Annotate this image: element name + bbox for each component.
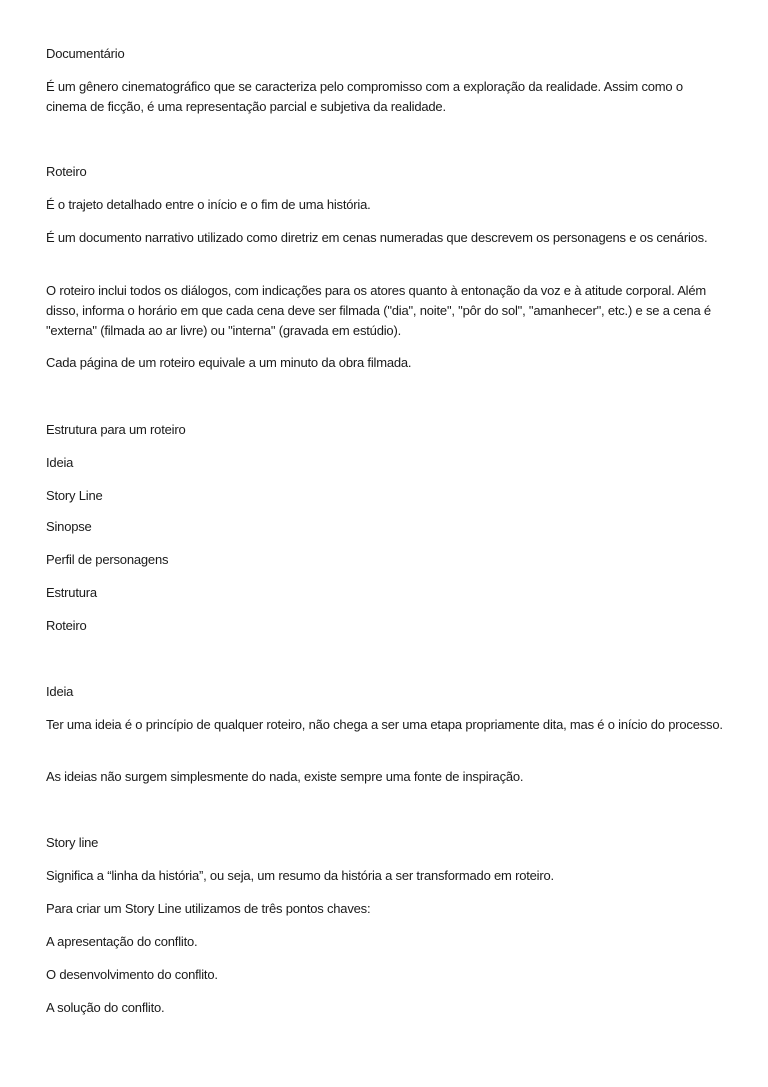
list-item-estrutura: Estrutura [46,585,97,600]
paragraph-roteiro-trajeto: É o trajeto detalhado entre o início e o fim de uma história. [46,197,371,212]
list-item-conflito: O desenvolvimento do conflito. [46,967,218,982]
heading-storyline: Story line [46,835,99,850]
list-item-estrutura: Roteiro [46,618,87,633]
paragraph-roteiro-documento: É um documento narrativo utilizado como diretriz em cenas numeradas que descrevem os personagens e os cenários. [46,230,708,245]
paragraph-storyline-significa: Significa a “linha da história”, ou seja, um resumo da história a ser transformado em roteiro. [46,868,554,883]
heading-roteiro: Roteiro [46,164,87,179]
paragraph-roteiro-pagina: Cada página de um roteiro equivale a um minuto da obra filmada. [46,355,412,370]
paragraph-ideia-principio: Ter uma ideia é o princípio de qualquer roteiro, não chega a ser uma etapa propriamente dita, mas é o início do processo. [46,717,723,732]
list-item-estrutura: Ideia [46,455,74,470]
heading-documentario: Documentário [46,46,125,61]
paragraph-storyline-pontos: Para criar um Story Line utilizamos de três pontos chaves: [46,901,371,916]
list-item-conflito: A solução do conflito. [46,1000,165,1015]
list-item-estrutura: Perfil de personagens [46,552,169,567]
list-item-conflito: A apresentação do conflito. [46,934,198,949]
list-item-estrutura: Sinopse [46,519,92,534]
list-item-estrutura: Story Line [46,488,103,503]
heading-estrutura: Estrutura para um roteiro [46,422,186,437]
paragraph-ideia-inspiracao: As ideias não surgem simplesmente do nada, existe sempre uma fonte de inspiração. [46,769,524,784]
paragraph-roteiro-dialogos: O roteiro inclui todos os diálogos, com indicações para os atores quanto à entonação da voz e à atitude corporal. Além disso, informa o horário em que cada cena deve ser filmada ("dia", noite", "pôr do sol", "amanhecer", etc.) e se a cena é "externa" (filmada ao ar livre) ou "interna" (gravada em estúdio). [46,283,711,338]
paragraph-documentario-definition: É um gênero cinematográfico que se caracteriza pelo compromisso com a exploração da realidade. Assim como o cinema de ficção, é uma representação parcial e subjetiva da realidade. [46,79,683,114]
heading-ideia: Ideia [46,684,74,699]
